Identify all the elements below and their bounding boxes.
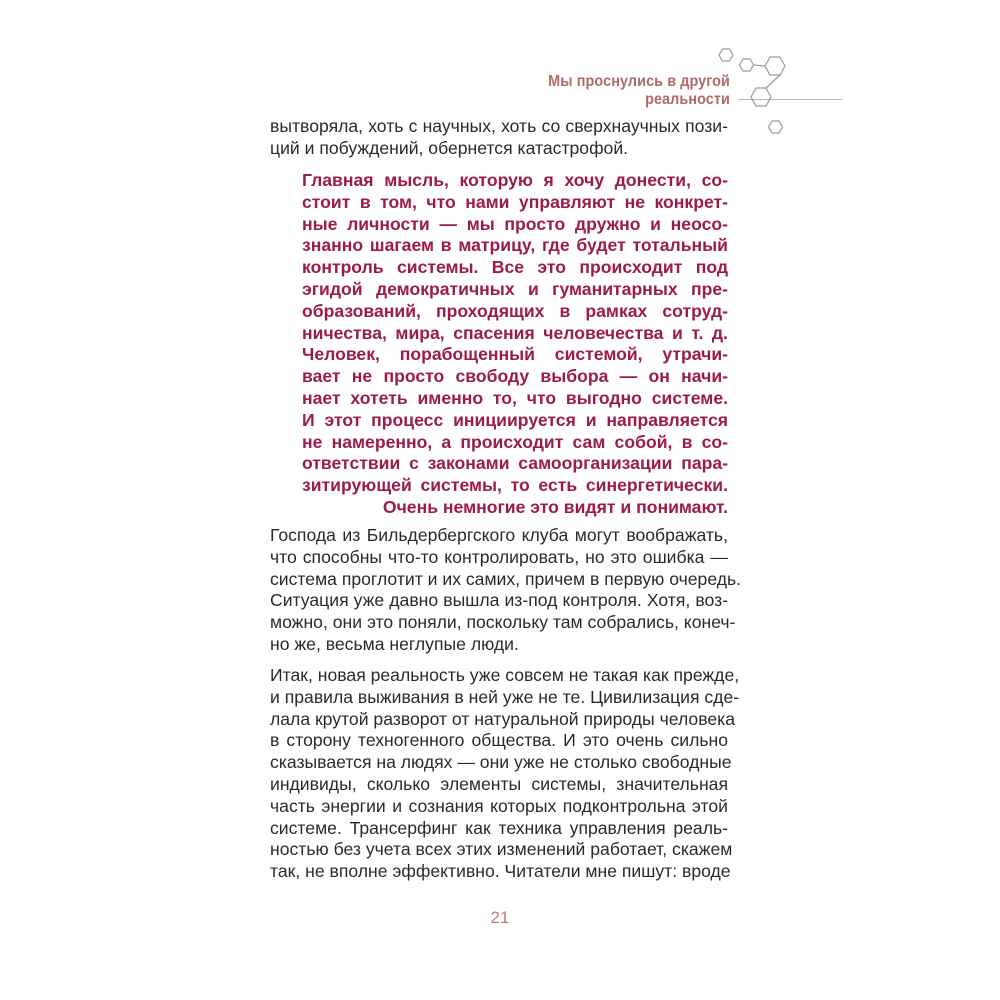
page-number: 21 (490, 908, 510, 927)
paragraph-intro (270, 116, 728, 160)
text-line: часть энергии и сознания которых подконтрольна этой (270, 795, 728, 816)
hexagon-connector (754, 65, 766, 66)
text-line: ностью без учета всех этих изменений работает, скажем (270, 839, 733, 860)
quote-line: эгидой демократичных и гуманитарных пре- (302, 278, 728, 299)
quote-line: знанно шагаем в матрицу, где будет тотальный (302, 235, 728, 256)
quote-line: ответствии с законами самоорганизации пара- (302, 453, 728, 474)
quote-line: Главная мысль, которую я хочу донести, со- (302, 170, 728, 190)
hexagon-shape (719, 49, 733, 61)
text-line: ций и побуждений, обернется катастрофой. (270, 137, 629, 158)
hexagon-shape (740, 59, 754, 71)
highlight-quote (302, 170, 728, 519)
text-line: что способны что-то контролировать, но это ошибка — (270, 546, 728, 567)
quote-line: нает хотеть именно то, что выгодно системе. (302, 387, 728, 408)
text-line: сказывается на людях — они уже не столько свободные (270, 752, 732, 773)
text-line: индивиды, сколько элементы системы, значительная (270, 773, 728, 794)
text-line: Господа из Бильдербергского клуба могут воображать, (270, 525, 728, 545)
quote-line: ные личности — мы просто дружно и неосо- (302, 213, 728, 234)
text-line: вытворяла, хоть с научных, хоть со сверхнаучных пози- (270, 116, 728, 136)
hexagon-shape (769, 121, 783, 133)
paragraph-new-reality (270, 665, 740, 883)
text-line: но же, весьма неглупые люди. (270, 633, 519, 654)
quote-line: контроль системы. Все это происходит под (302, 257, 728, 278)
quote-line: зитирующей системы, то есть синергетически. (302, 475, 728, 496)
quote-line: ничества, мира, спасения человечества и т. д. (302, 322, 728, 343)
text-line: лала крутой разворот от натуральной природы человека (270, 708, 736, 729)
quote-line: стоит в том, что нами управляют не конкрет- (302, 191, 728, 212)
text-line: Итак, новая реальность уже совсем не такая как прежде, (270, 665, 740, 685)
text-line: в сторону техногенного общества. И это очень сильно (270, 730, 728, 751)
hexagon-shape (765, 57, 785, 75)
running-header-title: Мы проснулись в другой реальности (548, 73, 730, 108)
quote-line: образований, проходящих в рамках сотруд- (302, 300, 728, 321)
text-line: и правила выживания в ней уже не те. Цивилизация сде- (270, 686, 740, 707)
quote-line: Очень немногие это видят и понимают. (382, 496, 728, 517)
text-line: так, не вполне эффективно. Читатели мне пишут: вроде (270, 861, 731, 882)
text-line: можно, они это поняли, поскольку там собрались, конеч- (270, 612, 736, 633)
hexagon-connector (766, 75, 780, 88)
quote-line: вает не просто свободу выбора — он начи- (302, 366, 728, 387)
text-line: система проглотит и их самих, причем в первую очередь. (270, 568, 742, 589)
paragraph-bilderberg (270, 525, 742, 656)
hexagon-shape (751, 88, 771, 106)
quote-line: не намеренно, а происходит сам собой, в со- (302, 431, 728, 452)
quote-line: И этот процесс инициируется и направляется (302, 409, 728, 430)
quote-line: Человек, порабощенный системой, утрачи- (302, 344, 728, 365)
text-line: Ситуация уже давно вышла из-под контроля. Хотя, воз- (270, 590, 728, 611)
text-line: системе. Трансерфинг как техника управления реаль- (270, 817, 728, 838)
